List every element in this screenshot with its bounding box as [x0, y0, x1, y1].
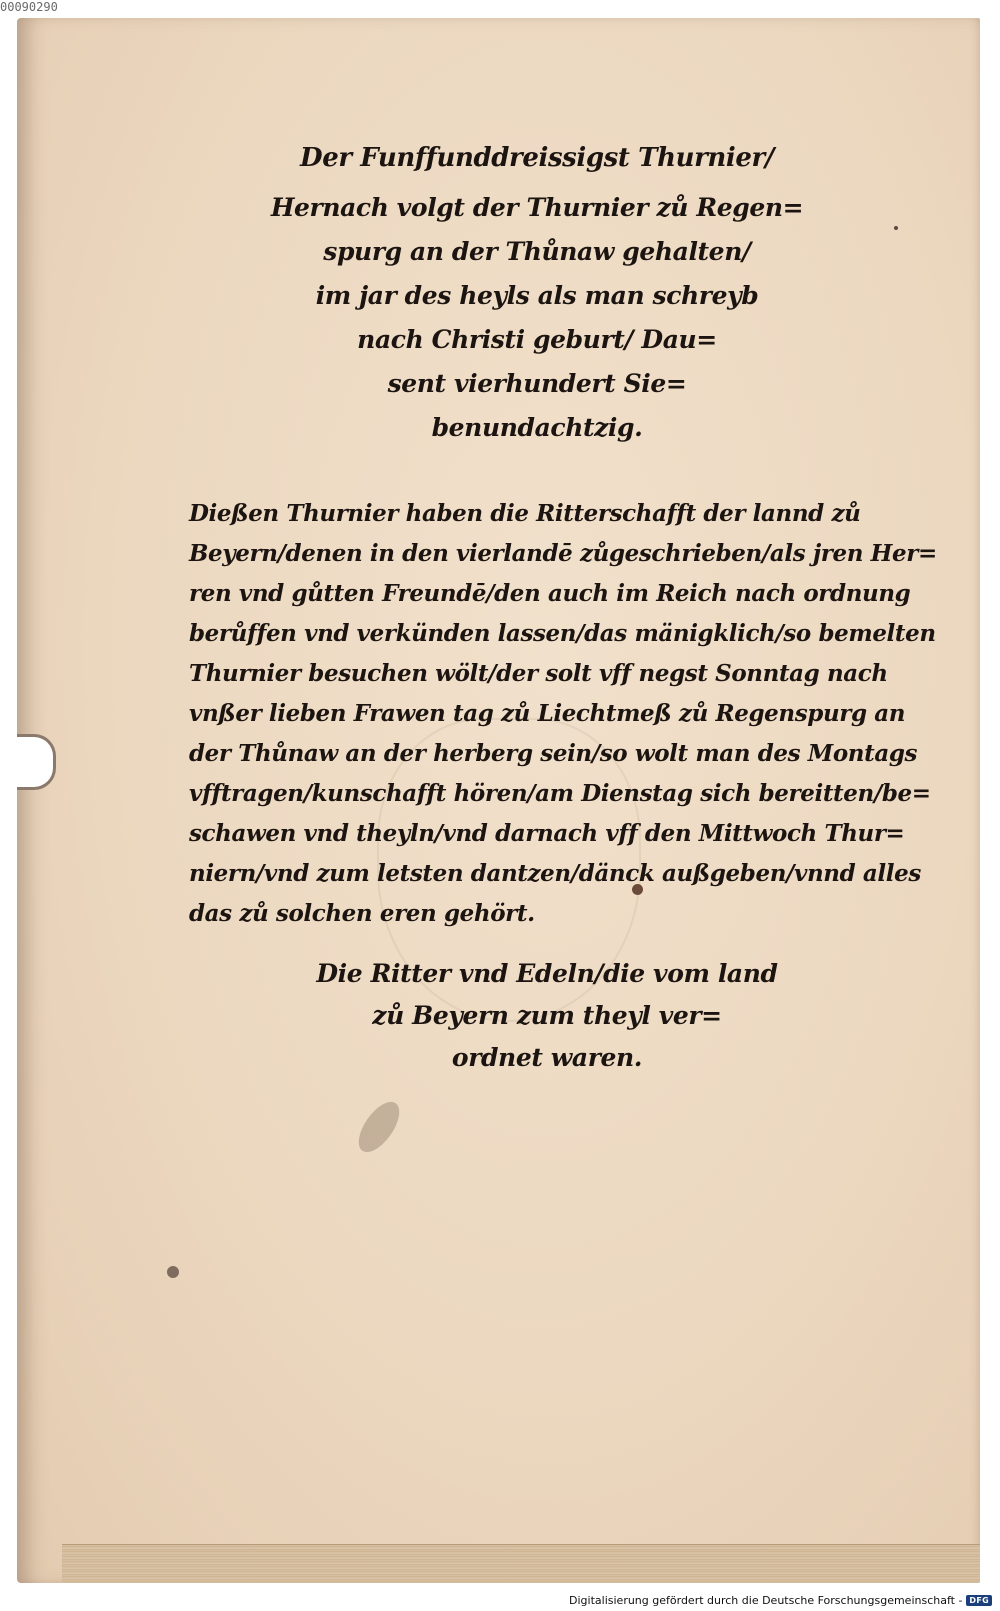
dfg-logo: DFG: [966, 1595, 992, 1606]
funding-credit-text: Digitalisierung gefördert durch die Deutsche Forschungsgemeinschaft -: [569, 1593, 963, 1607]
heading-line: Hernach volgt der Thurnier zů Regen=: [270, 193, 804, 222]
body-line: Thurnier besuchen wölt/der solt vff negst Sonntag nach: [189, 660, 888, 687]
heading-line: spurg an der Thůnaw gehalten/: [323, 237, 751, 266]
body-line: Dießen Thurnier haben die Ritterschafft der lannd zů: [189, 500, 861, 527]
book-page: [17, 18, 980, 1583]
clasp-mark: [17, 734, 56, 790]
ink-dot: [894, 226, 898, 230]
closing-line: ordnet waren.: [451, 1043, 643, 1072]
ink-stain: [351, 1095, 407, 1159]
closing-heading: [297, 953, 797, 1079]
body-line: schawen vnd theyln/vnd darnach vff den Mittwoch Thur=: [189, 820, 905, 847]
closing-line: Die Ritter vnd Edeln/die vom land: [316, 959, 778, 988]
body-line: das zů solchen eren gehört.: [189, 900, 535, 927]
funding-footer: [569, 1591, 992, 1609]
body-paragraph: [189, 494, 937, 934]
body-line: ren vnd gůtten Freundē/den auch im Reich nach ordnung: [189, 580, 911, 607]
ink-dot: [167, 1266, 179, 1278]
body-line: berůffen vnd verkünden lassen/das mänigklich/so bemelten: [189, 620, 936, 647]
heading-line: im jar des heyls als man schreyb: [315, 281, 759, 310]
heading-line: nach Christi geburt/ Dau=: [357, 325, 717, 354]
body-line: Beyern/denen in den vierlandē zůgeschrieben/als jren Her=: [189, 540, 937, 567]
heading-line: benundachtzig.: [431, 413, 643, 442]
body-line: der Thůnaw an der herberg sein/so wolt man des Montags: [189, 740, 918, 767]
body-line: niern/vnd zum letsten dantzen/dänck außgeben/vnnd alles: [189, 860, 921, 887]
heading-line: sent vierhundert Sie=: [387, 369, 687, 398]
page-stack-edge: [62, 1544, 980, 1583]
body-line: vfftragen/kunschafft hören/am Dienstag sich bereitten/be=: [189, 780, 931, 807]
closing-line: zů Beyern zum theyl ver=: [372, 1001, 722, 1030]
body-line: vnßer lieben Frawen tag zů Liechtmeß zů Regenspurg an: [189, 700, 906, 727]
heading-title: Der Funffunddreissigst Thurnier/: [300, 143, 774, 173]
tournament-heading: [257, 138, 817, 450]
scan-id-label: 00090290: [0, 0, 58, 14]
